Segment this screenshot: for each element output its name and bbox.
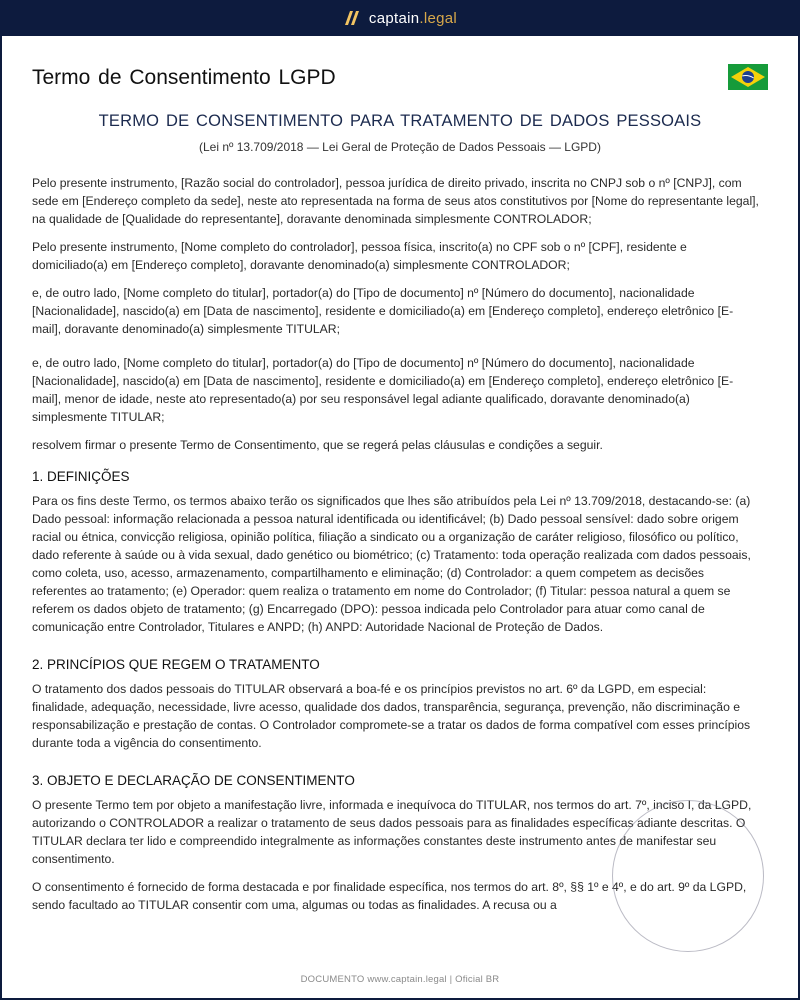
intro-paragraph: Pelo presente instrumento, [Razão social do controlador], pessoa jurídica de direito privado, inscrita no CNPJ sob o nº [CNPJ], com sede em [Endereço completo da sede], neste ato representada na forma de seus atos constitutivos por [Nome do representante legal], na qualidade de [Qualidade do representante], doravante denominada simplesmente CONTROLADOR;	[32, 176, 759, 226]
section-heading: 2. PRINCÍPIOS QUE REGEM O TRATAMENTO	[32, 657, 320, 672]
brand-logo[interactable]	[343, 10, 457, 27]
section-paragraph: O consentimento é fornecido de forma destacada e por finalidade específica, nos termos do art. 8º, §§ 1º e 4º, e do art. 9º da LGPD, sendo facultado ao TITULAR consentir com uma, algumas ou todas as finalidades. A recusa ou a	[32, 880, 747, 912]
intro-paragraph: Pelo presente instrumento, [Nome completo do controlador], pessoa física, inscrito(a) no CPF sob o nº [CPF], residente e domiciliado(a) em [Endereço completo], doravante denominado(a) simplesmente CONTROLADOR;	[32, 240, 687, 272]
intro-paragraph: e, de outro lado, [Nome completo do titular], portador(a) do [Tipo de documento] nº [Número do documento], nacionalidade [Nacionalidade], nascido(a) em [Data de nascimento], residente e domiciliado(a) em [Endereço completo], endereço eletrônico [E-mail], menor de idade, neste ato representado(a) por seu responsável legal adiante qualificado, doravante denominado(a) simplesmente TITULAR;	[32, 356, 734, 424]
section-heading: 1. DEFINIÇÕES	[32, 469, 130, 484]
document-body	[32, 174, 762, 924]
intro-paragraph: e, de outro lado, [Nome completo do titular], portador(a) do [Tipo de documento] nº [Número do documento], nacionalidade [Nacionalidade], nascido(a) em [Data de nascimento], residente e domiciliado(a) em [Endereço completo], endereço eletrônico [E-mail], doravante denominado(a) simplesmente TITULAR;	[32, 286, 734, 336]
main-title: TERMO DE CONSENTIMENTO PARA TRATAMENTO DE DADOS PESSOAIS	[98, 112, 702, 130]
section-paragraph: O presente Termo tem por objeto a manifestação livre, informada e inequívoca do TITULAR, nos termos do art. 7º, inciso I, da LGPD, autorizando o CONTROLADOR a realizar o tratamento de seus dados pessoais para as finalidades específicas adiante descritas. O TITULAR declara ter lido e compreendido integralmente as informações constantes deste instrumento antes de manifestar seu consentimento.	[32, 798, 752, 866]
section-paragraph: Para os fins deste Termo, os termos abaixo terão os significados que lhes são atribuídos pela Lei nº 13.709/2018, destacando-se: (a) Dado pessoal: informação relacionada a pessoa natural identificada ou identificável; (b) Dado pessoal sensível: dado sobre origem racial ou étnica, convicção religiosa, opinião política, filiação a sindicato ou a organização de caráter religioso, filosófico ou político, dado referente à saúde ou à vida sexual, dado genético ou biométrico; (c) Tratamento: toda operação realizada com dados pessoais, como coleta, uso, acesso, armazenamento, compartilhamento e eliminação; (d) Controlador: a quem competem as decisões referentes ao tratamento; (e) Operador: quem realiza o tratamento em nome do Controlador; (f) Titular: pessoa natural a quem se referem os dados objeto de tratamento; (g) Encarregado (DPO): pessoa indicada pelo Controlador para atuar como canal de comunicação entre Controlador, Titulares e ANPD; (h) ANPD: Autoridade Nacional de Proteção de Dados.	[32, 494, 751, 634]
intro-paragraph: resolvem firmar o presente Termo de Consentimento, que se regerá pelas cláusulas e condições a seguir.	[32, 438, 603, 452]
document-page	[2, 36, 798, 998]
section-paragraph: O tratamento dos dados pessoais do TITULAR observará a boa-fé e os princípios previstos no art. 6º da LGPD, em especial: finalidade, adequação, necessidade, livre acesso, qualidade dos dados, transparência, segurança, prevenção, não discriminação e responsabilização e prestação de contas. O Controlador compromete-se a tratar os dados de forma compatível com esses princípios durante toda a vigência do consentimento.	[32, 682, 751, 750]
captain-legal-logo-icon	[343, 10, 361, 26]
section-heading: 3. OBJETO E DECLARAÇÃO DE CONSENTIMENTO	[32, 773, 355, 788]
brand-name: captain.legal	[368, 9, 458, 27]
page-footer: DOCUMENTO www.captain.legal | Oficial BR	[300, 974, 500, 985]
document-title: Termo de Consentimento LGPD	[32, 66, 336, 89]
brazil-flag-icon	[728, 64, 768, 90]
subtitle: (Lei nº 13.709/2018 — Lei Geral de Proteção de Dados Pessoais — LGPD)	[199, 140, 601, 154]
top-bar	[0, 0, 800, 36]
